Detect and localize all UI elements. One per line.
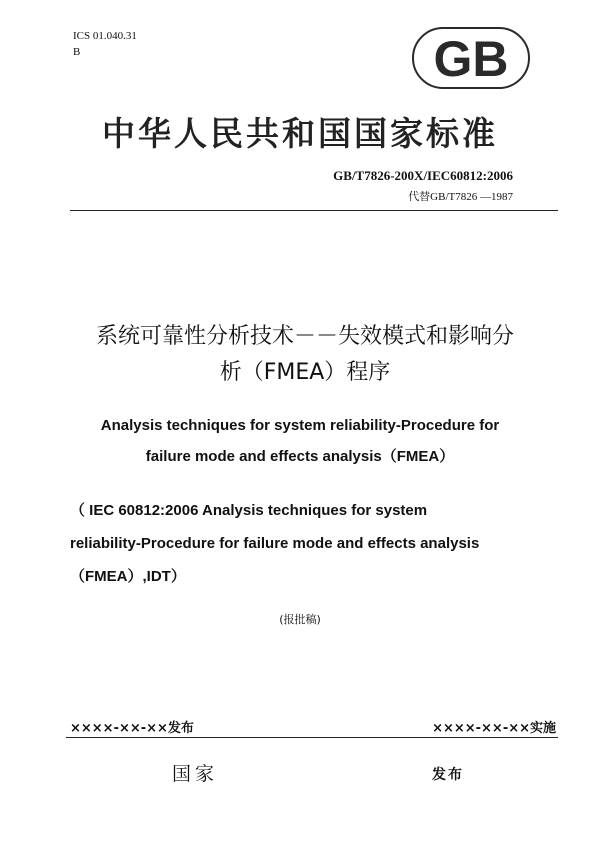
bottom-divider	[66, 737, 558, 738]
issuer: 国家	[172, 763, 219, 785]
standard-number: GB/T7826-200X/IEC60812:2006	[333, 168, 513, 183]
english-title	[60, 410, 540, 472]
standard-name: 中华人民共和国国家标准	[102, 114, 498, 153]
iec-equivalence-line-1: （ IEC 60812:2006 Analysis techniques for system	[70, 502, 428, 519]
implement-date: ××××-××-××实施	[432, 721, 556, 736]
english-title-line-1: Analysis techniques for system reliability-Procedure for	[100, 417, 500, 434]
iec-equivalence-line-3: （FMEA）,IDT）	[70, 568, 186, 585]
issued-label: 发布	[432, 767, 464, 783]
ics-code: ICS 01.040.31	[73, 30, 137, 42]
iec-equivalence-line-2: reliability-Procedure for failure mode and effects analysis	[70, 535, 480, 552]
replaces-note: 代替GB/T7826 —1987	[408, 191, 513, 203]
english-title-line-2: failure mode and effects analysis（FMEA）	[145, 448, 455, 465]
gb-logo	[412, 27, 530, 89]
publish-date: ××××-××-××发布	[70, 721, 194, 736]
chinese-title	[70, 319, 540, 391]
draft-status: (报批稿)	[279, 613, 321, 626]
chinese-title-line-2: 析（FMEA）程序	[219, 360, 391, 385]
top-divider	[70, 210, 558, 211]
chinese-title-line-1: 系统可靠性分析技术－－失效模式和影响分	[95, 324, 514, 349]
iec-equivalence	[70, 494, 545, 593]
gb-logo-text: GB	[433, 31, 509, 87]
category-code: B	[73, 46, 81, 58]
